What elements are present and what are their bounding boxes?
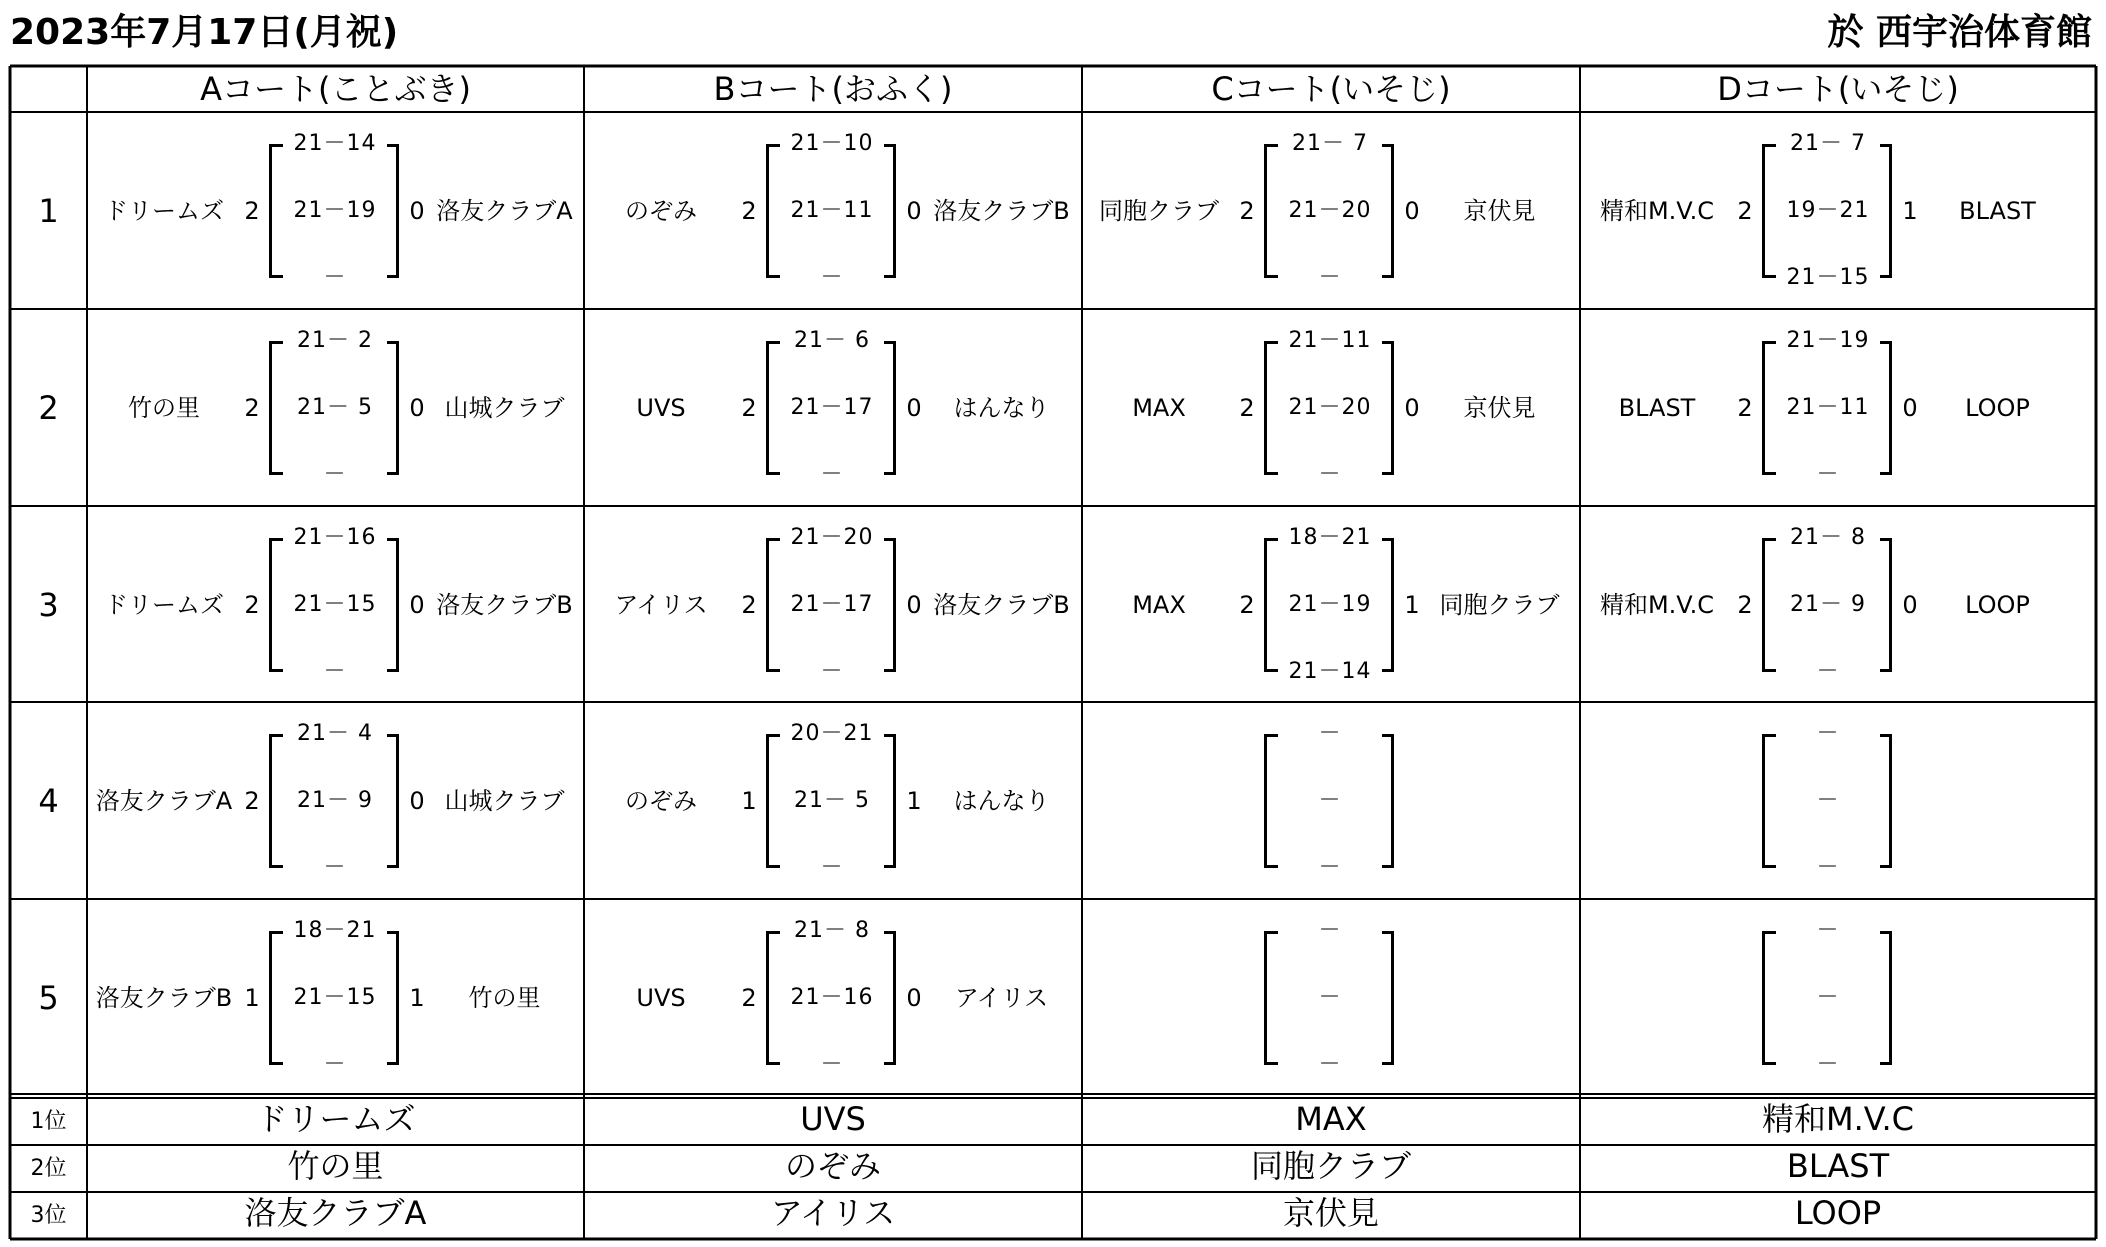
set-score: － <box>780 262 884 294</box>
court-header: Bコート(おふく) <box>713 70 953 108</box>
set-score: 21－ 6 <box>780 325 884 357</box>
wins-left: 2 <box>244 196 260 225</box>
set-score: － <box>1776 1049 1880 1081</box>
set-score: － <box>1278 982 1382 1014</box>
team-right: 京伏見 <box>1463 393 1536 422</box>
team-left: BLAST <box>1618 393 1696 422</box>
set-score: － <box>1776 656 1880 688</box>
set-score: 21－15 <box>1776 262 1880 294</box>
set-score: 21－ 9 <box>283 785 387 817</box>
team-left: 竹の里 <box>128 393 200 422</box>
team-right: 山城クラブ <box>444 786 565 815</box>
set-score: － <box>1278 262 1382 294</box>
set-score: 21－19 <box>1278 589 1382 621</box>
team-left: アイリス <box>614 590 708 619</box>
wins-right: 0 <box>906 590 922 619</box>
round-number: 5 <box>38 978 59 1017</box>
set-score: 21－19 <box>1776 325 1880 357</box>
wins-left: 2 <box>741 590 757 619</box>
team-right: BLAST <box>1959 196 2036 225</box>
set-score: － <box>780 459 884 491</box>
set-score: 21－16 <box>780 982 884 1014</box>
team-left: ドリームズ <box>104 196 224 225</box>
placing-label: 1位 <box>30 1109 67 1134</box>
team-left: UVS <box>636 393 686 422</box>
set-score: 21－11 <box>1776 392 1880 424</box>
team-left: 精和M.V.C <box>1599 196 1715 225</box>
placing-team: 京伏見 <box>1282 1194 1379 1232</box>
placing-team: ドリームズ <box>255 1100 416 1138</box>
set-score: 21－17 <box>780 589 884 621</box>
team-right: アイリス <box>954 983 1049 1012</box>
round-number: 2 <box>38 388 59 427</box>
wins-right: 0 <box>906 983 922 1012</box>
placing-team: 竹の里 <box>287 1147 384 1185</box>
set-score: 21－11 <box>1278 325 1382 357</box>
placing-team: のぞみ <box>784 1147 881 1185</box>
team-right: LOOP <box>1965 393 2030 422</box>
team-right: はんなり <box>953 786 1050 815</box>
team-right: 同胞クラブ <box>1439 590 1560 619</box>
placing-team: UVS <box>800 1100 866 1138</box>
wins-left: 2 <box>1239 196 1255 225</box>
set-score: 21－14 <box>1278 656 1382 688</box>
wins-left: 2 <box>741 196 757 225</box>
team-left: ドリームズ <box>104 590 224 619</box>
set-score: 19－21 <box>1776 195 1880 227</box>
placing-team: 洛友クラブA <box>244 1194 427 1232</box>
team-right: 洛友クラブB <box>933 196 1070 225</box>
set-score: 21－20 <box>780 522 884 554</box>
placing-team: 精和M.V.C <box>1761 1100 1915 1138</box>
team-left: 洛友クラブB <box>95 983 233 1012</box>
wins-right: 0 <box>409 196 425 225</box>
court-header: Aコート(ことぶき) <box>200 70 471 108</box>
team-right: はんなり <box>953 393 1050 422</box>
set-score: － <box>1776 785 1880 817</box>
team-right: 洛友クラブB <box>933 590 1070 619</box>
placing-team: LOOP <box>1794 1194 1882 1232</box>
placing-team: アイリス <box>770 1194 896 1232</box>
set-score: 21－10 <box>780 128 884 160</box>
wins-left: 2 <box>1239 590 1255 619</box>
team-left: のぞみ <box>625 196 697 225</box>
set-score: － <box>1776 915 1880 947</box>
team-right: 洛友クラブA <box>436 196 573 225</box>
set-score: － <box>283 262 387 294</box>
set-score: 21－ 9 <box>1776 589 1880 621</box>
wins-left: 2 <box>1737 393 1753 422</box>
team-left: MAX <box>1132 393 1186 422</box>
wins-right: 0 <box>409 393 425 422</box>
set-score: 21－ 7 <box>1776 128 1880 160</box>
set-score: 21－20 <box>1278 195 1382 227</box>
venue-title: 於 西宇治体育館 <box>1827 12 2092 53</box>
set-score: 20－21 <box>780 718 884 750</box>
set-score: 21－ 8 <box>780 915 884 947</box>
wins-left: 2 <box>244 786 260 815</box>
wins-right: 1 <box>1404 590 1420 619</box>
wins-right: 0 <box>409 786 425 815</box>
set-score: 21－16 <box>283 522 387 554</box>
wins-left: 2 <box>741 393 757 422</box>
placing-team: BLAST <box>1786 1147 1890 1185</box>
wins-right: 1 <box>409 983 425 1012</box>
set-score: － <box>780 656 884 688</box>
wins-right: 0 <box>1404 196 1420 225</box>
set-score: － <box>1278 852 1382 884</box>
wins-left: 2 <box>244 590 260 619</box>
set-score: － <box>1776 718 1880 750</box>
set-score: － <box>1278 915 1382 947</box>
wins-right: 1 <box>906 786 922 815</box>
set-score: 21－15 <box>283 982 387 1014</box>
set-score: － <box>1278 459 1382 491</box>
team-right: 竹の里 <box>468 983 541 1012</box>
set-score: 21－ 5 <box>283 392 387 424</box>
wins-right: 0 <box>1404 393 1420 422</box>
set-score: 21－ 7 <box>1278 128 1382 160</box>
set-score: － <box>1776 852 1880 884</box>
set-score: － <box>1278 718 1382 750</box>
team-left: UVS <box>636 983 686 1012</box>
team-left: 洛友クラブA <box>95 786 233 815</box>
placing-team: 同胞クラブ <box>1250 1147 1411 1185</box>
wins-right: 0 <box>409 590 425 619</box>
round-number: 4 <box>38 781 59 820</box>
wins-right: 0 <box>1902 590 1918 619</box>
team-left: 精和M.V.C <box>1599 590 1715 619</box>
set-score: － <box>283 1049 387 1081</box>
team-right: 山城クラブ <box>444 393 565 422</box>
set-score: － <box>1776 459 1880 491</box>
wins-left: 2 <box>1239 393 1255 422</box>
set-score: 18－21 <box>1278 522 1382 554</box>
wins-left: 2 <box>1737 196 1753 225</box>
set-score: 21－11 <box>780 195 884 227</box>
set-score: 21－20 <box>1278 392 1382 424</box>
team-left: MAX <box>1132 590 1186 619</box>
set-score: － <box>780 852 884 884</box>
wins-left: 2 <box>741 983 757 1012</box>
set-score: 21－ 5 <box>780 785 884 817</box>
set-score: 21－ 2 <box>283 325 387 357</box>
set-score: 21－19 <box>283 195 387 227</box>
set-score: － <box>780 1049 884 1081</box>
set-score: 21－15 <box>283 589 387 621</box>
set-score: － <box>1278 785 1382 817</box>
placing-team: MAX <box>1295 1100 1367 1138</box>
set-score: － <box>283 852 387 884</box>
set-score: 21－17 <box>780 392 884 424</box>
team-right: 京伏見 <box>1463 196 1536 225</box>
wins-left: 1 <box>244 983 260 1012</box>
team-right: 洛友クラブB <box>436 590 573 619</box>
wins-left: 2 <box>244 393 260 422</box>
wins-left: 2 <box>1737 590 1753 619</box>
placing-label: 3位 <box>30 1203 67 1228</box>
court-header: Dコート(いそじ) <box>1717 70 1959 108</box>
date-title: 2023年7月17日(月祝) <box>10 12 399 53</box>
set-score: － <box>283 656 387 688</box>
team-left: のぞみ <box>625 786 697 815</box>
wins-right: 1 <box>1902 196 1918 225</box>
wins-right: 0 <box>1902 393 1918 422</box>
team-right: LOOP <box>1965 590 2030 619</box>
set-score: 21－ 8 <box>1776 522 1880 554</box>
wins-right: 0 <box>906 196 922 225</box>
round-number: 1 <box>38 191 59 230</box>
set-score: 21－ 4 <box>283 718 387 750</box>
wins-right: 0 <box>906 393 922 422</box>
round-number: 3 <box>38 585 59 624</box>
set-score: 21－14 <box>283 128 387 160</box>
court-header: Cコート(いそじ) <box>1211 70 1451 108</box>
wins-left: 1 <box>741 786 757 815</box>
set-score: 18－21 <box>283 915 387 947</box>
set-score: － <box>1278 1049 1382 1081</box>
team-left: 同胞クラブ <box>1099 196 1219 225</box>
set-score: － <box>283 459 387 491</box>
set-score: － <box>1776 982 1880 1014</box>
placing-label: 2位 <box>30 1156 67 1181</box>
